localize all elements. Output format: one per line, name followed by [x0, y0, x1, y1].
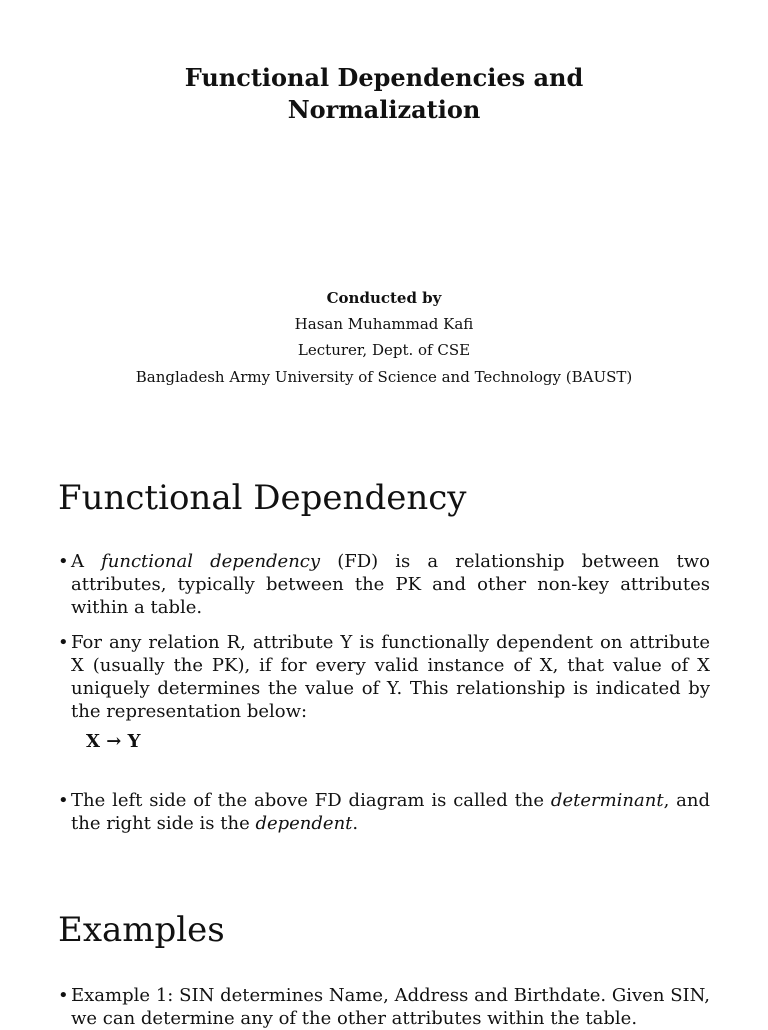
author-name: Hasan Muhammad Kafi — [294, 315, 474, 333]
text-segment: A — [71, 551, 102, 572]
term-determinant: determinant — [550, 790, 664, 811]
text-segment: , and the right side is the — [71, 790, 710, 834]
bullet-text: For any relation R, attribute Y is functionally dependent on attribute X (usually the PK), if for every valid instance of X, that value of X uniquely determines the value of Y. This relationship is indicated by the representation below: — [71, 632, 710, 722]
fd-formula: X → Y — [86, 731, 141, 752]
text-segment: (FD) is a relationship between two attributes, typically between the PK and other non-key attributes within a table. — [71, 551, 710, 618]
bullet-dot: • — [58, 985, 69, 1006]
bullet-fd-relation — [58, 631, 710, 723]
section-heading-examples: Examples — [58, 910, 225, 950]
bullet-fd-definition — [58, 550, 710, 619]
title-line-1: Functional Dependencies and — [184, 63, 584, 92]
title-line-2: Normalization — [287, 95, 481, 124]
bullet-determinant-dependent — [58, 789, 710, 835]
term-dependent: dependent — [255, 813, 353, 834]
bullet-text — [58, 550, 710, 619]
author-position: Lecturer, Dept. of CSE — [297, 341, 471, 359]
bullet-dot: • — [58, 551, 69, 572]
text-segment: . — [352, 813, 359, 834]
bullet-dot: • — [58, 632, 69, 653]
term-functional-dependency: functional dependency — [101, 551, 321, 572]
text-segment: The left side of the above FD diagram is called the — [71, 790, 551, 811]
bullet-text: Example 1: SIN determines Name, Address and Birthdate. Given SIN, we can determine any of the other attributes within the table. — [71, 985, 710, 1029]
bullet-dot: • — [58, 790, 69, 811]
section-heading-functional-dependency: Functional Dependency — [58, 478, 467, 518]
author-institution: Bangladesh Army University of Science and Technology (BAUST) — [135, 368, 633, 386]
document-title — [0, 62, 768, 126]
bullet-text — [58, 789, 710, 835]
bullet-example-1 — [58, 984, 710, 1030]
conducted-by-label: Conducted by — [326, 289, 442, 307]
